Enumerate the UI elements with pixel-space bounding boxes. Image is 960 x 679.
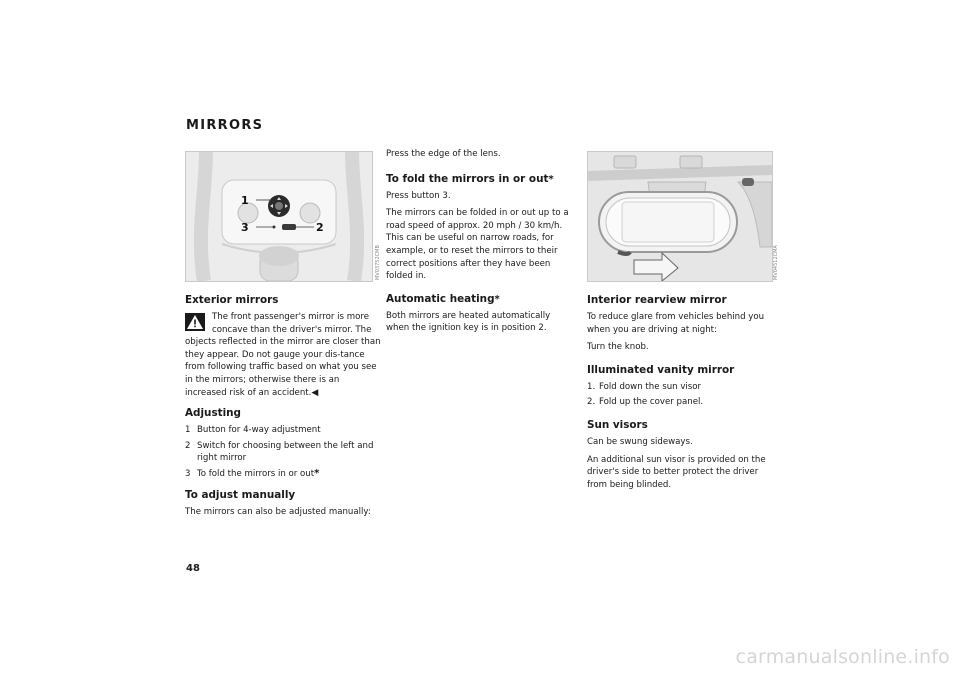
- optional-star-icon: *: [314, 467, 320, 479]
- fold-press-text: Press button 3.: [386, 190, 451, 201]
- figure-code: MV03752CMB: [375, 245, 381, 280]
- fold-text: The mirrors can be folded in or out up to a road speed of approx. 20 mph / 30 km/h. This can be useful on narrow roads, for example, or to reset the mirrors to their correct positions after they have been folded in.: [386, 208, 569, 282]
- list-item: [185, 468, 381, 481]
- item-number: 1: [185, 425, 191, 436]
- rearview-mirror-illustration: [588, 152, 772, 281]
- list-item: [185, 440, 381, 465]
- manual-text: The mirrors can also be adjusted manually:: [185, 506, 371, 517]
- visors-text-1: Can be swung sideways.: [587, 436, 693, 447]
- warning-icon: [185, 313, 205, 331]
- vanity-mirror-heading: Illuminated vanity mirror: [587, 363, 735, 376]
- section-title: MIRRORS: [186, 118, 264, 133]
- item-number: 2: [185, 440, 191, 451]
- optional-star-icon: *: [494, 293, 500, 305]
- mirror-switch-figure: [185, 151, 373, 282]
- watermark: carmanualsonline.info: [735, 646, 950, 668]
- warning-block: [185, 311, 381, 399]
- heating-heading: Automatic heating: [386, 292, 495, 305]
- item-text: Fold up the cover panel.: [599, 397, 704, 408]
- list-item: [587, 381, 777, 394]
- adjusting-heading: Adjusting: [185, 407, 241, 420]
- list-item: [587, 396, 777, 409]
- list-item: [185, 424, 381, 437]
- callout-1: 1: [241, 194, 249, 207]
- column-middle: [386, 148, 576, 340]
- sun-visors-heading: Sun visors: [587, 418, 648, 431]
- adjusting-list: [185, 424, 381, 480]
- end-mark-icon: ◀: [311, 387, 319, 398]
- exterior-mirrors-heading: Exterior mirrors: [185, 294, 279, 306]
- callout-3: 3: [241, 221, 249, 234]
- item-number: 2.: [587, 397, 596, 408]
- lens-text: Press the edge of the lens.: [386, 149, 501, 159]
- item-text: Fold down the sun visor: [599, 381, 702, 392]
- rearview-mirror-figure: [587, 151, 773, 282]
- page-number: 48: [186, 563, 200, 574]
- item-text: To fold the mirrors in or out: [197, 468, 315, 479]
- item-text: Switch for choosing between the left and right mirror: [197, 440, 374, 464]
- item-text: Button for 4-way adjustment: [197, 425, 321, 436]
- callout-2: 2: [316, 221, 324, 234]
- interior-knob-text: Turn the knob.: [587, 342, 649, 353]
- heating-text: Both mirrors are heated automatically when the ignition key is in position 2.: [386, 310, 551, 334]
- column-right: [587, 294, 777, 496]
- optional-star-icon: *: [548, 173, 554, 185]
- mirror-switch-illustration: [186, 152, 372, 281]
- item-number: 1.: [587, 381, 596, 392]
- interior-mirror-heading: Interior rearview mirror: [587, 294, 727, 306]
- warning-text: The front passenger's mirror is more concave than the driver's mirror. The objects reflected in the mirror are closer than they appear. Do not gauge your dis-tance from following traffic based on what you see in the mirrors; otherwise there is an increased risk of an accident.: [185, 312, 381, 398]
- interior-text: To reduce glare from vehicles behind you when you are driving at night:: [587, 312, 765, 335]
- figure-code-2: MV04512CMA: [773, 245, 779, 280]
- item-number: 3: [185, 468, 191, 479]
- fold-heading: To fold the mirrors in or out: [386, 172, 549, 185]
- manual-heading: To adjust manually: [185, 488, 296, 501]
- vanity-list: [587, 381, 777, 409]
- column-left: [185, 294, 381, 523]
- visors-text-2: An additional sun visor is provided on the driver's side to better protect the driver from being blinded.: [587, 454, 766, 490]
